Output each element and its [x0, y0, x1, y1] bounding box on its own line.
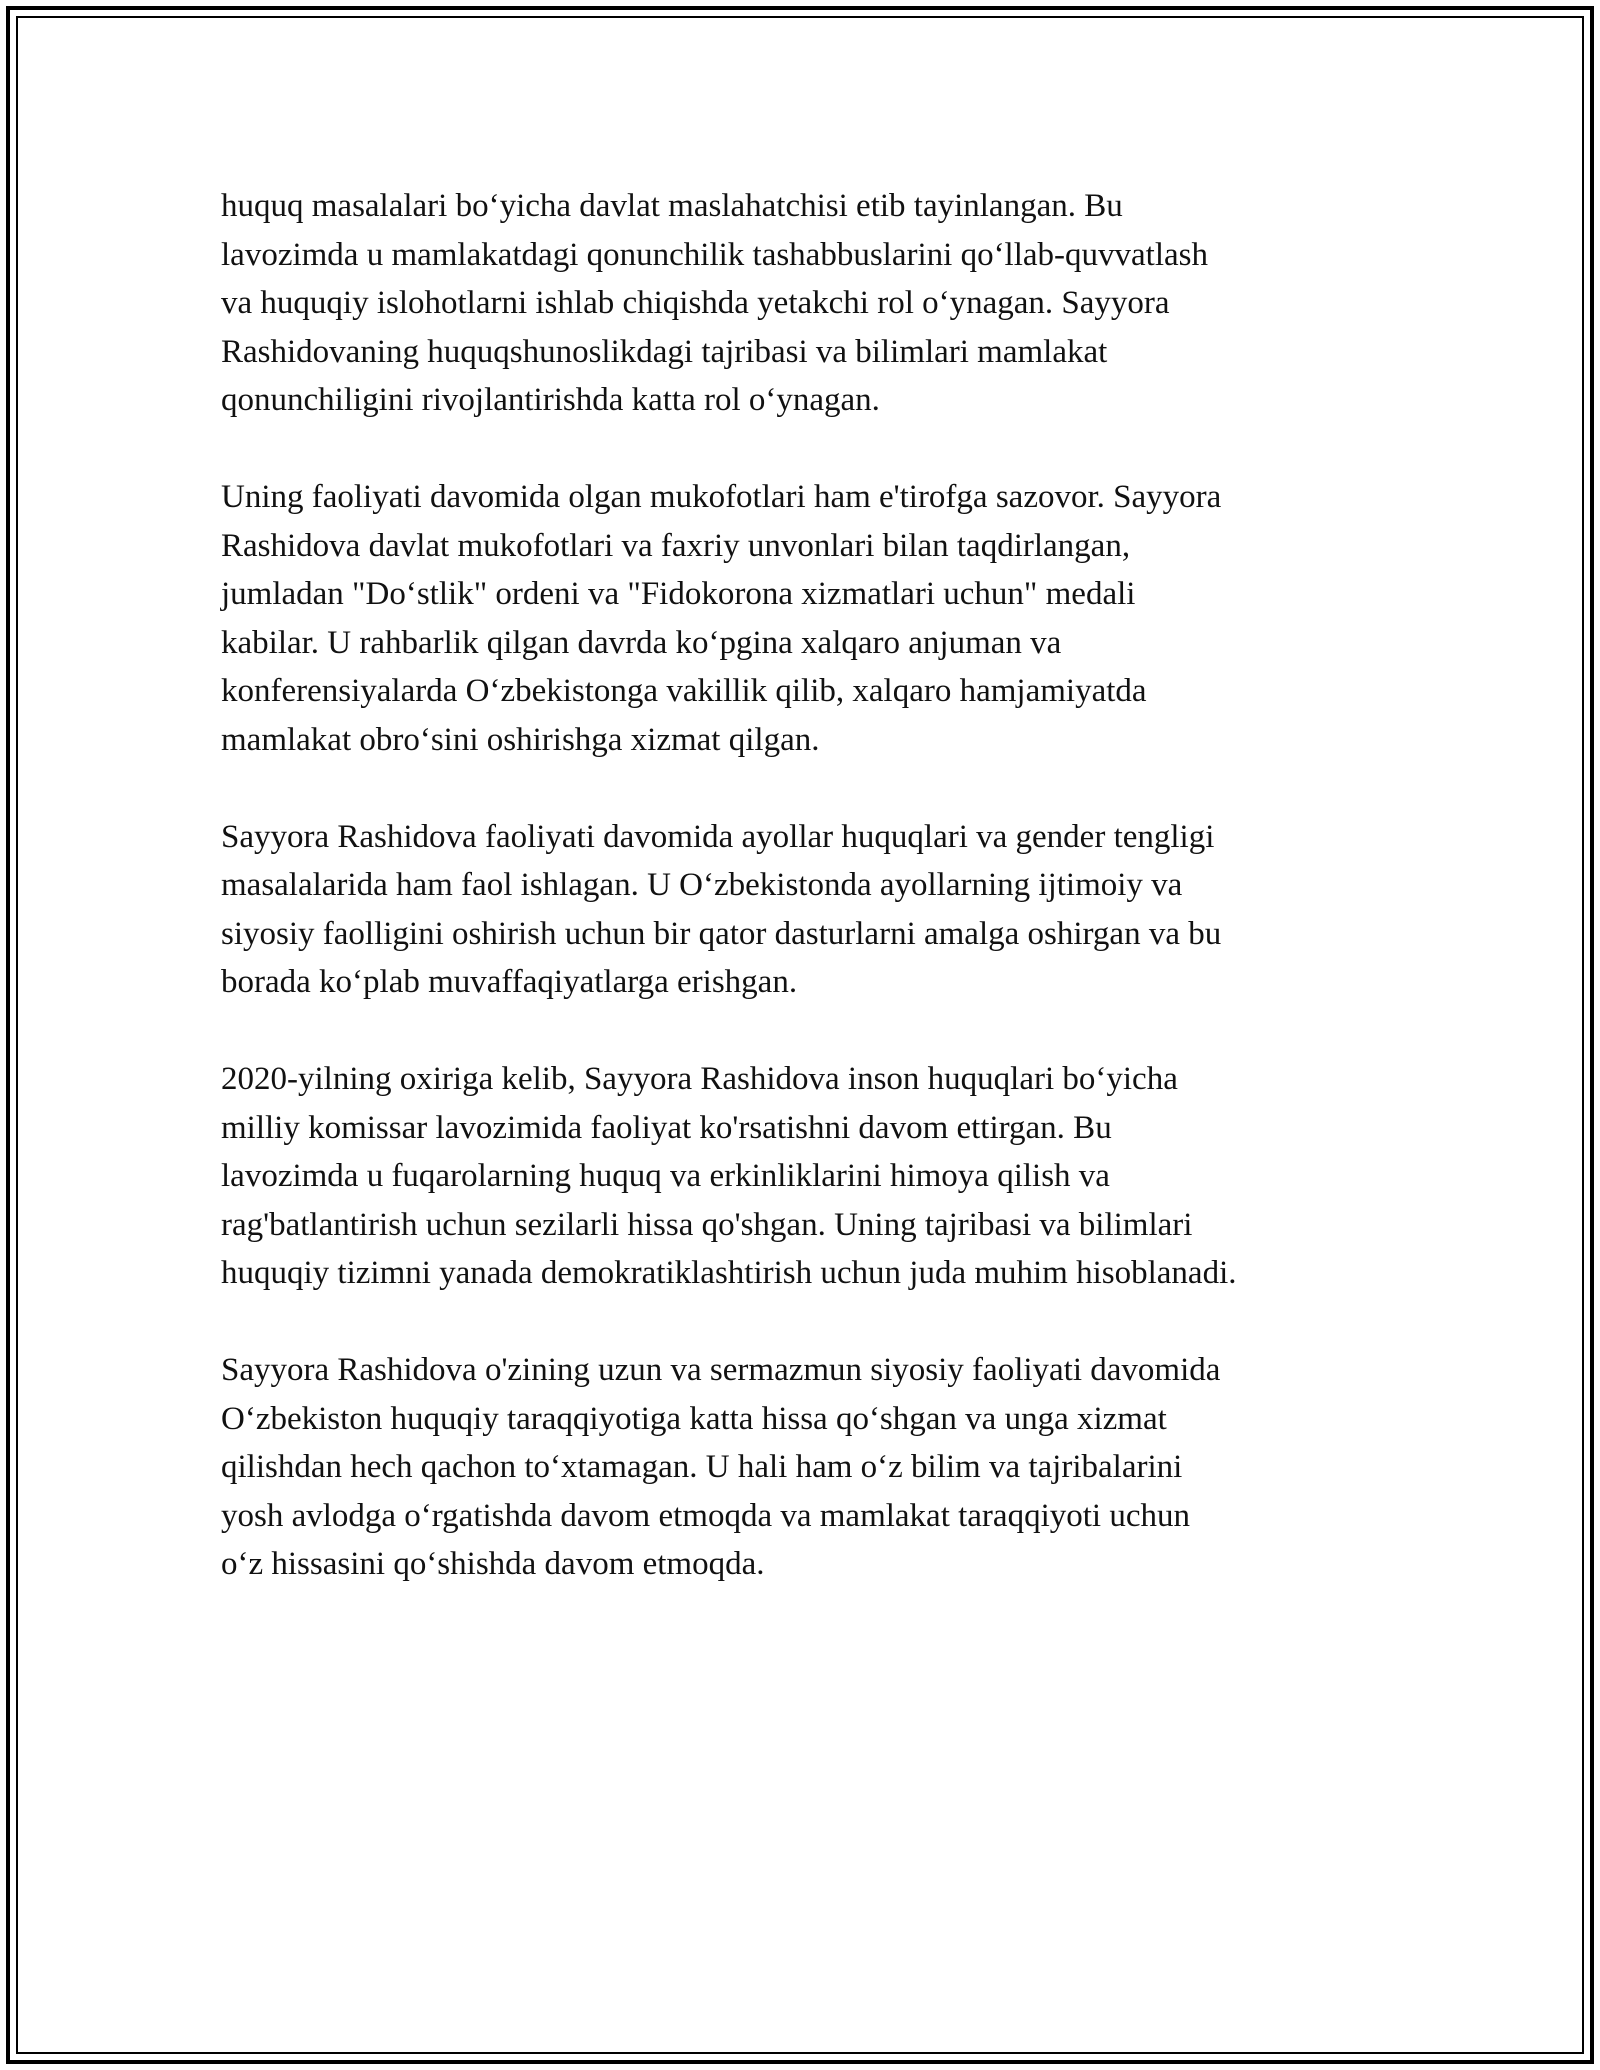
paragraph-3 [221, 813, 1381, 1007]
text-line: mamlakat obro‘sini oshirishga xizmat qilgan. [221, 721, 820, 758]
text-line: jumladan "Do‘stlik" ordeni va "Fidokorona xizmatlari uchun" medali [221, 576, 1136, 612]
text-line: Sayyora Rashidova faoliyati davomida ayollar huquqlari va gender tengligi [221, 818, 1215, 855]
text-line: Rashidova davlat mukofotlari va faxriy unvonlari bilan taqdirlangan, [221, 527, 1131, 564]
text-line: konferensiyalarda O‘zbekistonga vakillik qilib, xalqaro hamjamiyatda [221, 673, 1147, 709]
text-line: Uning faoliyati davomida olgan mukofotlari ham e'tirofga sazovor. Sayyora [221, 479, 1222, 515]
text-line: O‘zbekiston huquqiy taraqqiyotiga katta hissa qo‘shgan va unga xizmat [221, 1400, 1167, 1437]
paragraph-4 [221, 1055, 1381, 1298]
text-line: qonunchiligini rivojlantirishda katta rol o‘ynagan. [221, 382, 880, 418]
text-line: rag'batlantirish uchun sezilarli hissa qo'shgan. Uning tajribasi va bilimlari [221, 1206, 1193, 1243]
text-line: qilishdan hech qachon to‘xtamagan. U hali ham o‘z bilim va tajribalarini [221, 1449, 1183, 1485]
document-body [221, 182, 1381, 1637]
text-line: kabilar. U rahbarlik qilgan davrda ko‘pgina xalqaro anjuman va [221, 624, 1062, 661]
text-line: lavozimda u mamlakatdagi qonunchilik tashabbuslarini qo‘llab-quvvatlash [221, 236, 1209, 273]
text-line: lavozimda u fuqarolarning huquq va erkinliklarini himoya qilish va [221, 1158, 1110, 1194]
text-line: va huquqiy islohotlarni ishlab chiqishda yetakchi rol o‘ynagan. Sayyora [221, 285, 1170, 321]
text-line: o‘z hissasini qo‘shishda davom etmoqda. [221, 1546, 765, 1582]
paragraph-2 [221, 473, 1381, 764]
text-line: Rashidovaning huquqshunoslikdagi tajribasi va bilimlari mamlakat [221, 333, 1108, 370]
text-line: borada ko‘plab muvaffaqiyatlarga erishgan. [221, 964, 798, 1000]
text-line: siyosiy faolligini oshirish uchun bir qator dasturlarni amalga oshirgan va bu [221, 915, 1222, 952]
text-line: milliy komissar lavozimida faoliyat ko'rsatishni davom ettirgan. Bu [221, 1109, 1112, 1146]
text-line: Sayyora Rashidova o'zining uzun va sermazmun siyosiy faoliyati davomida [221, 1352, 1221, 1388]
text-line: 2020-yilning oxiriga kelib, Sayyora Rashidova inson huquqlari bo‘yicha [221, 1061, 1178, 1097]
text-line: huquq masalalari bo‘yicha davlat maslahatchisi etib tayinlangan. Bu [221, 188, 1123, 224]
text-line: masalalarida ham faol ishlagan. U O‘zbekistonda ayollarning ijtimoiy va [221, 867, 1183, 903]
text-line: yosh avlodga o‘rgatishda davom etmoqda va mamlakat taraqqiyoti uchun [221, 1497, 1190, 1534]
paragraph-5 [221, 1346, 1381, 1589]
paragraph-1 [221, 182, 1381, 425]
text-line: huquqiy tizimni yanada demokratiklashtirish uchun juda muhim hisoblanadi. [221, 1255, 1237, 1291]
